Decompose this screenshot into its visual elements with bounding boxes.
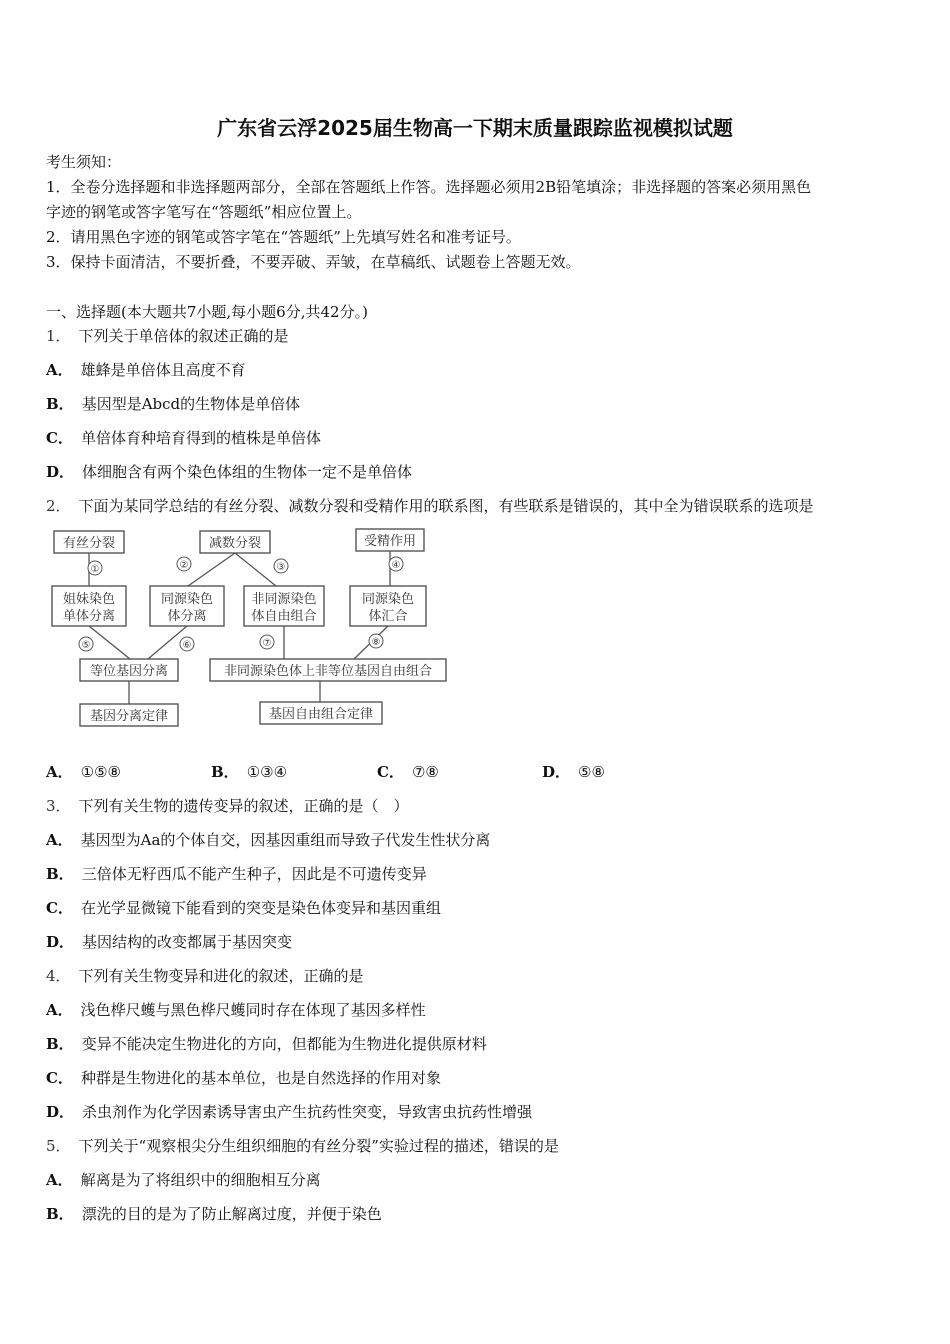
question-number: 3． (46, 797, 71, 815)
circle-1: ① (90, 564, 100, 575)
option-item[interactable]: A． 解离是为了将组织中的细胞相互分离 (46, 1171, 321, 1189)
option-item[interactable]: B． 基因型是Abcd的生物体是单倍体 (46, 395, 301, 413)
circle-8: ⑧ (371, 637, 381, 648)
svg-text:单体分离: 单体分离 (62, 609, 116, 624)
question-number: 4． (46, 967, 71, 985)
svg-text:同源染色: 同源染色 (160, 592, 214, 607)
svg-text:同源染色: 同源染色 (361, 592, 415, 607)
question-2-options (46, 761, 906, 783)
label-fertilization: 受精作用 (363, 534, 417, 549)
circle-7: ⑦ (262, 638, 272, 649)
question-stem: 2． 下面为某同学总结的有丝分裂、减数分裂和受精作用的联系图，有些联系是错误的，其中全为错误联系的选项是 (46, 497, 814, 515)
option-item[interactable]: C． ⑦⑧ (377, 763, 439, 781)
option-item[interactable]: B． 变异不能决定生物进化的方向，但都能为生物进化提供原材料 (46, 1035, 487, 1053)
svg-text:基因自由组合定律: 基因自由组合定律 (268, 707, 374, 722)
option-item[interactable]: C． 在光学显微镜下能看到的突变是染色体变异和基因重组 (46, 899, 441, 917)
svg-text:姐妹染色: 姐妹染色 (62, 592, 116, 607)
notice-heading: 考生须知： (46, 153, 122, 171)
section-heading: 一、选择题(本大题共7小题,每小题6分,共42分。) (46, 303, 368, 321)
svg-text:等位基因分离: 等位基因分离 (89, 664, 169, 679)
option-item[interactable]: B． ①③④ (211, 763, 288, 781)
option-item[interactable]: D． 基因结构的改变都属于基因突变 (46, 933, 293, 951)
option-item[interactable]: B． 三倍体无籽西瓜不能产生种子，因此是不可遗传变异 (46, 865, 427, 883)
svg-text:体自由组合: 体自由组合 (251, 609, 317, 624)
notice-item: 2．请用黑色字迹的钢笔或答字笔在“答题纸”上先填写姓名和准考证号。 (46, 228, 521, 246)
option-item[interactable]: D． 杀虫剂作为化学因素诱导害虫产生抗药性突变，导致害虫抗药性增强 (46, 1103, 533, 1121)
circle-2: ② (179, 560, 189, 571)
svg-text:体分离: 体分离 (167, 609, 207, 624)
option-item[interactable]: D． 体细胞含有两个染色体组的生物体一定不是单倍体 (46, 463, 413, 481)
option-item[interactable]: A． 雄蜂是单倍体且高度不育 (46, 361, 246, 379)
svg-text:非同源染色: 非同源染色 (251, 592, 317, 607)
option-item[interactable]: A． ①⑤⑧ (46, 763, 121, 781)
exam-title: 广东省云浮2025届生物高一下期末质量跟踪监视模拟试题 (217, 116, 733, 140)
circle-6: ⑥ (182, 640, 192, 651)
circle-4: ④ (391, 560, 401, 571)
option-item[interactable]: C． 种群是生物进化的基本单位，也是自然选择的作用对象 (46, 1069, 441, 1087)
svg-text:基因分离定律: 基因分离定律 (89, 709, 169, 724)
svg-text:非同源染色体上非等位基因自由组合: 非同源染色体上非等位基因自由组合 (223, 664, 433, 679)
label-mitosis: 有丝分裂 (62, 536, 116, 551)
question-stem: 4． 下列有关生物变异和进化的叙述，正确的是 (46, 967, 364, 985)
question-stem: 1． 下列关于单倍体的叙述正确的是 (46, 327, 289, 345)
svg-text:体汇合: 体汇合 (368, 609, 408, 624)
circle-5: ⑤ (81, 640, 91, 651)
question-stem: 3． 下列有关生物的遗传变异的叙述，正确的是（ ） (46, 797, 409, 815)
option-item[interactable]: B． 漂洗的目的是为了防止解离过度，并便于染色 (46, 1205, 382, 1223)
notice-item: 1．全卷分选择题和非选择题两部分，全部在答题纸上作答。选择题必须用2B铅笔填涂；非选择题的答案必须用黑色 (46, 178, 812, 196)
cell-division-relation-diagram (48, 526, 458, 731)
option-item[interactable]: C． 单倍体育种培育得到的植株是单倍体 (46, 429, 321, 447)
notice-item: 3．保持卡面清洁，不要折叠，不要弄破、弄皱，在草稿纸、试题卷上答题无效。 (46, 253, 581, 271)
question-stem: 5． 下列关于“观察根尖分生组织细胞的有丝分裂”实验过程的描述，错误的是 (46, 1137, 559, 1155)
option-item[interactable]: D． ⑤⑧ (542, 763, 605, 781)
option-item[interactable]: A． 浅色桦尺蠖与黑色桦尺蠖同时存在体现了基因多样性 (46, 1001, 426, 1019)
question-number: 1． (46, 327, 71, 345)
option-item[interactable]: A． 基因型为Aa的个体自交，因基因重组而导致子代发生性状分离 (46, 831, 491, 849)
question-number: 2． (46, 497, 71, 515)
notice-item: 字迹的钢笔或答字笔写在“答题纸”相应位置上。 (46, 203, 362, 221)
label-meiosis: 减数分裂 (208, 536, 262, 551)
question-number: 5． (46, 1137, 71, 1155)
circle-3: ③ (276, 562, 286, 573)
